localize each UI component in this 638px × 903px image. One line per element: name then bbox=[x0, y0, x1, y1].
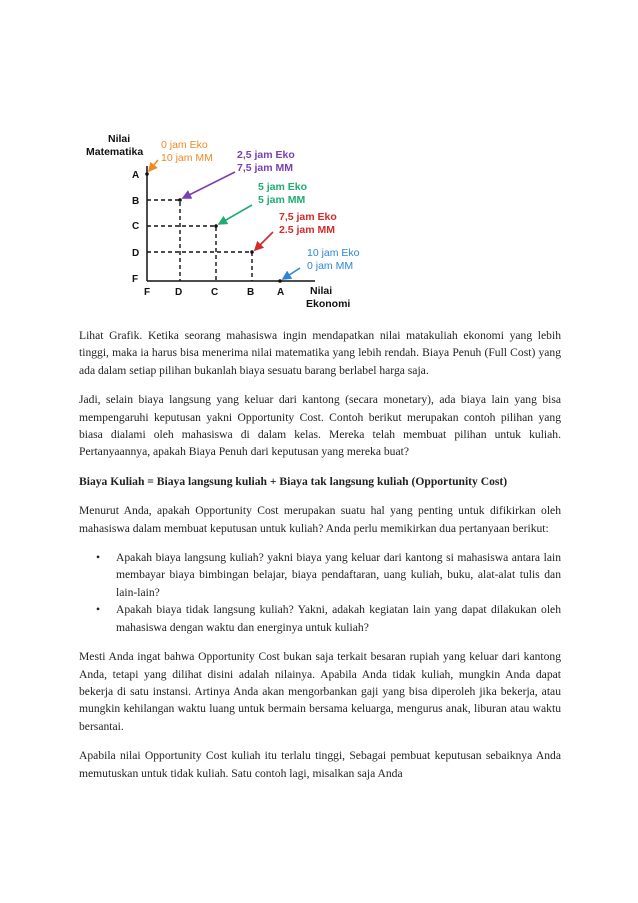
annotation-1-line1: 2,5 jam Eko bbox=[237, 149, 295, 161]
document-body bbox=[79, 327, 561, 794]
arrow-blue bbox=[283, 268, 300, 279]
y-axis-title-line1: Nilai bbox=[108, 133, 131, 145]
annotation-3-line1: 7,5 jam Eko bbox=[279, 211, 337, 223]
y-tick-b: B bbox=[132, 196, 140, 207]
annotation-3-line2: 2.5 jam MM bbox=[279, 224, 336, 236]
annotation-1-line2: 7,5 jam MM bbox=[237, 162, 294, 174]
y-tick-c: C bbox=[132, 221, 140, 232]
y-tick-d: D bbox=[132, 248, 140, 259]
question-list bbox=[79, 549, 561, 636]
step-b bbox=[147, 200, 180, 281]
x-tick-b: B bbox=[247, 287, 255, 298]
annotation-4-line2: 0 jam MM bbox=[307, 260, 354, 272]
annotation-0-line1: 0 jam Eko bbox=[161, 139, 208, 151]
x-tick-a: A bbox=[277, 287, 285, 298]
point-c bbox=[214, 224, 218, 228]
list-item: • Apakah biaya tidak langsung kuliah? Yakni, adakah kegiatan lain yang dapat dilakukan oleh mahasiswa dengan waktu dan energinya untuk kuliah? bbox=[116, 601, 561, 636]
annotation-2-line2: 5 jam MM bbox=[258, 194, 306, 206]
y-tick-f: F bbox=[132, 274, 139, 285]
annotation-2-line1: 5 jam Eko bbox=[258, 181, 308, 193]
x-tick-f: F bbox=[144, 287, 151, 298]
paragraph-3: Menurut Anda, apakah Opportunity Cost merupakan suatu hal yang penting untuk difikirkan oleh mahasiswa dalam membuat keputusan untuk kuliah? Anda perlu memikirkan dua pertanyaan berikut: bbox=[79, 504, 561, 535]
paragraph-1: Lihat Grafik. Ketika seorang mahasiswa ingin mendapatkan nilai matakuliah ekonomi yang lebih tinggi, maka ia harus bisa menerima nilai matematika yang lebih rendah. Biaya Penuh (Full Cost) yang ada dalam setiap pilihan bukanlah biaya sesuatu barang berlabel harga saja. bbox=[79, 329, 561, 377]
point-d bbox=[250, 250, 254, 254]
x-axis-title-line2: Ekonomi bbox=[306, 298, 351, 310]
y-tick-a: A bbox=[132, 170, 140, 181]
x-tick-d: D bbox=[175, 287, 183, 298]
x-tick-c: C bbox=[211, 287, 219, 298]
y-axis-title-line2: Matematika bbox=[86, 146, 144, 158]
arrow-red bbox=[255, 232, 273, 250]
annotation-4-line1: 10 jam Eko bbox=[307, 247, 360, 259]
point-a bbox=[145, 172, 149, 176]
arrow-green bbox=[219, 205, 252, 224]
arrow-purple bbox=[183, 172, 235, 198]
point-f bbox=[278, 279, 282, 283]
point-b bbox=[178, 198, 182, 202]
arrow-orange bbox=[149, 160, 158, 171]
list-item: • Apakah biaya langsung kuliah? yakni biaya yang keluar dari kantong si mahasiswa antara lain membayar biaya bimbingan belajar, biaya pendaftaran, uang kuliah, buku, alat-alat tulis dan lain-lain? bbox=[116, 549, 561, 601]
x-axis-title-line1: Nilai bbox=[310, 285, 333, 297]
grade-tradeoff-figure bbox=[80, 128, 380, 318]
formula-heading: Biaya Kuliah = Biaya langsung kuliah + Biaya tak langsung kuliah (Opportunity Cost) bbox=[79, 474, 508, 488]
paragraph-5: Apabila nilai Opportunity Cost kuliah itu terlalu tinggi, Sebagai pembuat keputusan sebaiknya Anda memutuskan untuk tidak kuliah. Satu contoh lagi, misalkan saja Anda bbox=[79, 749, 561, 780]
annotation-0-line2: 10 jam MM bbox=[161, 152, 213, 164]
step-c bbox=[147, 226, 216, 281]
step-d bbox=[147, 252, 252, 281]
paragraph-4: Mesti Anda ingat bahwa Opportunity Cost bukan saja terkait besaran rupiah yang keluar dari kantong Anda, tetapi yang dilihat disini adalah nilainya. Apabila Anda tidak kuliah, mungkin Anda dapat bekerja di satu instansi. Artinya Anda akan mengorbankan gaji yang bisa diperoleh jika bekerja, atau mungkin kehilangan waktu luang untuk bermain bersama keluarga, mengurus anak, liburan atau waktu bersantai. bbox=[79, 650, 561, 733]
paragraph-2: Jadi, selain biaya langsung yang keluar dari kantong (secara monetary), ada biaya lain yang bisa mempengaruhi keputusan yakni Opportunity Cost. Contoh berikut merupakan contoh pilihan yang biasa dialami oleh mahasiswa di dalam kelas. Mereka telah membuat pilihan untuk kuliah. Pertanyaannya, apakah Biaya Penuh dari keputusan yang mereka buat? bbox=[79, 393, 561, 459]
